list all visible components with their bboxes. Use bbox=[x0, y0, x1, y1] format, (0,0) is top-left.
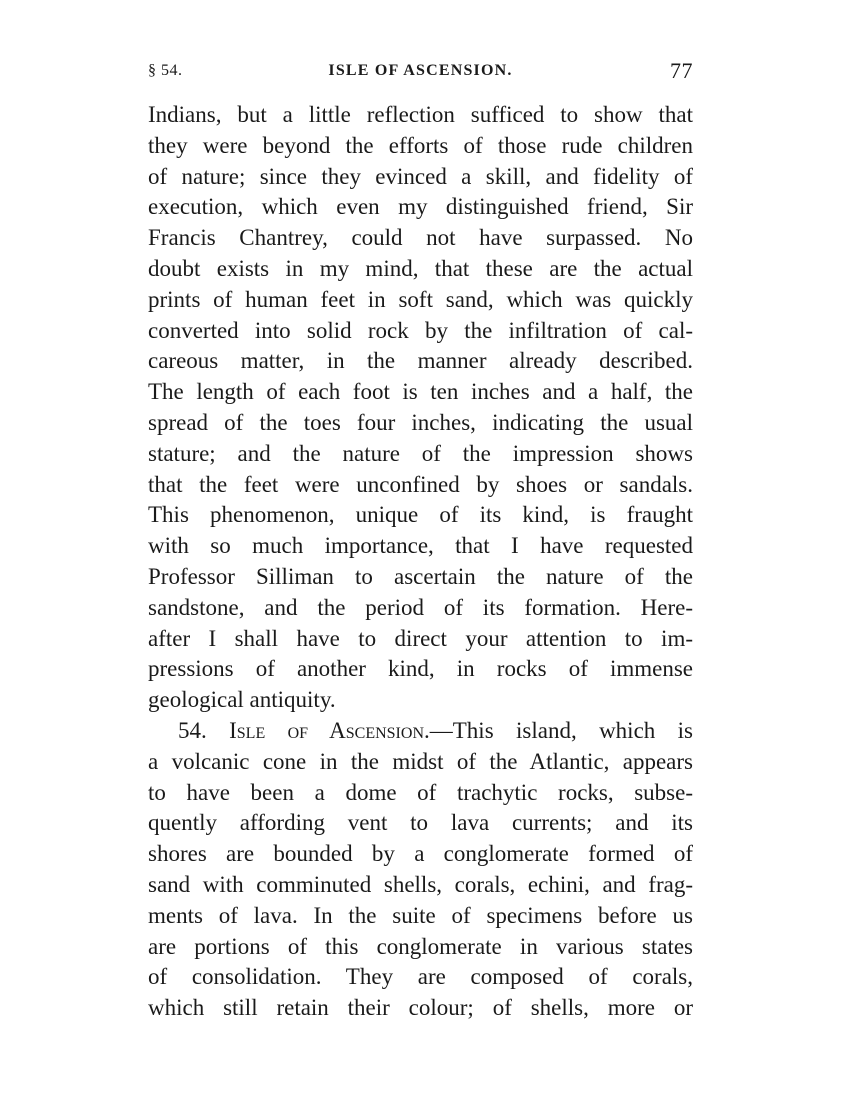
text-line: which still retain their colour; of shells, more or bbox=[148, 995, 693, 1021]
section-number: 54. bbox=[178, 717, 207, 743]
text-line: with so much importance, that I have requested bbox=[148, 533, 693, 559]
text-line: that the feet were unconfined by shoes or sandals. bbox=[148, 471, 693, 497]
running-title: ISLE OF ASCENSION. bbox=[328, 62, 513, 79]
text-line: geological antiquity. bbox=[148, 687, 336, 713]
text-line: sandstone, and the period of its formation. Here- bbox=[148, 594, 693, 620]
text-line: they were beyond the efforts of those rude children bbox=[148, 132, 693, 158]
text-line: stature; and the nature of the impression shows bbox=[148, 440, 693, 466]
text-line: quently affording vent to lava currents; and its bbox=[148, 810, 693, 836]
text-line: of consolidation. They are composed of corals, bbox=[148, 964, 693, 990]
text-line: after I shall have to direct your attention to im- bbox=[148, 625, 693, 651]
text-line: Indians, but a little reflection sufficed to show that bbox=[148, 102, 693, 127]
section-lead-text: —This island, which is bbox=[429, 717, 693, 743]
text-line: prints of human feet in soft sand, which was quickly bbox=[148, 286, 693, 312]
text-line: Francis Chantrey, could not have surpassed. No bbox=[148, 225, 693, 251]
text-line: execution, which even my distinguished friend, Sir bbox=[148, 194, 693, 220]
text-line: converted into solid rock by the infiltration of cal- bbox=[148, 317, 693, 343]
text-line: spread of the toes four inches, indicating the usual bbox=[148, 409, 693, 435]
text-line: This phenomenon, unique of its kind, is fraught bbox=[148, 502, 693, 528]
text-line: careous matter, in the manner already described. bbox=[148, 348, 693, 374]
text-line: pressions of another kind, in rocks of immense bbox=[148, 656, 693, 682]
text-line: sand with comminuted shells, corals, echini, and frag- bbox=[148, 871, 693, 897]
text-line: to have been a dome of trachytic rocks, subse- bbox=[148, 779, 693, 805]
section-marker: § 54. bbox=[148, 62, 183, 79]
text-line: The length of each foot is ten inches and a half, the bbox=[148, 379, 693, 405]
section-title: Isle of Ascension. bbox=[229, 717, 430, 743]
text-line: shores are bounded by a conglomerate formed of bbox=[148, 841, 693, 867]
text-line: a volcanic cone in the midst of the Atlantic, appears bbox=[148, 748, 693, 774]
text-line: ments of lava. In the suite of specimens before us bbox=[148, 902, 693, 928]
text-line: doubt exists in my mind, that these are the actual bbox=[148, 255, 693, 281]
section-heading-line bbox=[148, 716, 693, 747]
text-line: Professor Silliman to ascertain the nature of the bbox=[148, 563, 693, 589]
text-line: are portions of this conglomerate in various states bbox=[148, 933, 693, 959]
page-number: 77 bbox=[670, 58, 693, 83]
running-head bbox=[148, 58, 693, 86]
text-line: of nature; since they evinced a skill, and fidelity of bbox=[148, 163, 693, 189]
body-text bbox=[148, 100, 693, 1024]
